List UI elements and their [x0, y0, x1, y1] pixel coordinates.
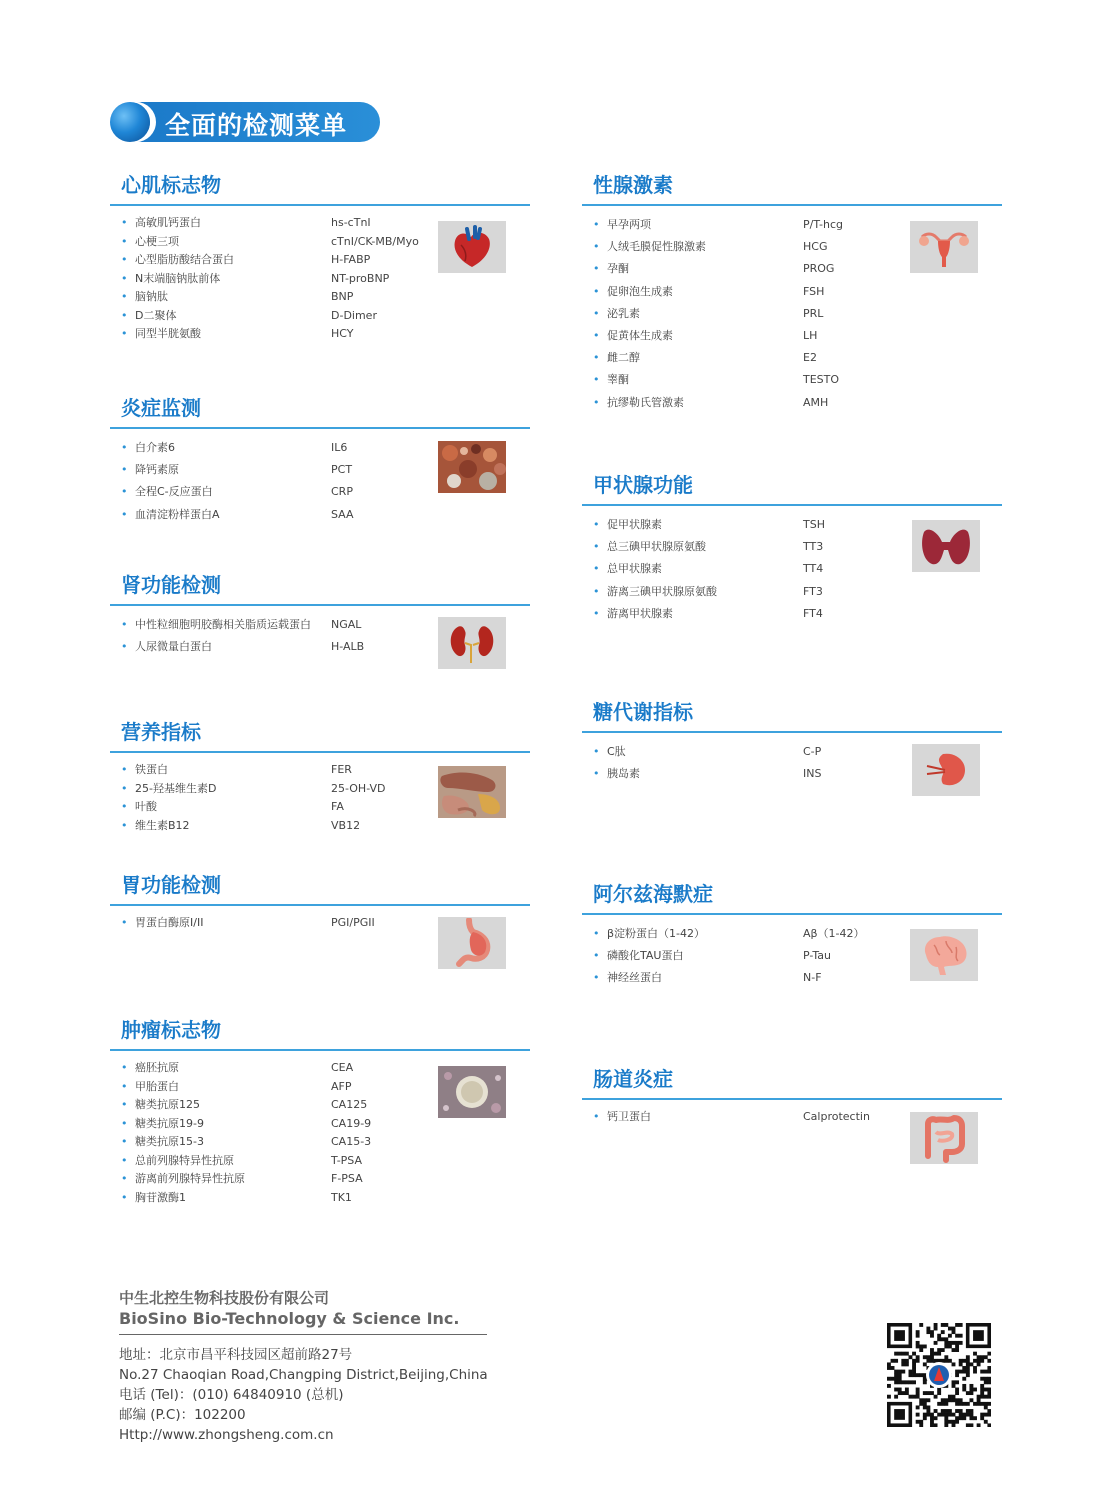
- item-abbreviation: 25-OH-VD: [331, 781, 386, 795]
- list-item: [110, 817, 530, 836]
- brain-icon: [910, 929, 978, 981]
- bullet-icon: •: [121, 253, 128, 266]
- bullet-icon: •: [593, 518, 600, 531]
- website-link[interactable]: Http://www.zhongsheng.com.cn: [119, 1427, 334, 1443]
- bullet-icon: •: [593, 584, 600, 598]
- kidney-icon: [438, 617, 506, 669]
- section-rule: [582, 913, 1002, 915]
- section-title: 肠道炎症: [593, 1067, 673, 1091]
- item-name: 总前列腺特异性抗原: [135, 1153, 234, 1167]
- list-item: [110, 307, 530, 326]
- item-name: D二聚体: [135, 308, 177, 322]
- bullet-icon: •: [121, 463, 128, 477]
- item-abbreviation: E2: [803, 351, 817, 365]
- list-item: [582, 347, 1002, 369]
- item-abbreviation: FSH: [803, 284, 825, 298]
- item-name: 叶酸: [135, 800, 157, 813]
- section-sex-hormones: [582, 170, 1002, 414]
- bullet-icon: •: [593, 240, 600, 254]
- item-abbreviation: H-ALB: [331, 640, 365, 654]
- item-abbreviation: P-Tau: [803, 949, 831, 963]
- bullet-icon: •: [593, 949, 600, 963]
- bullet-icon: •: [593, 218, 600, 231]
- item-name: 白介素6: [135, 441, 175, 454]
- section-rule: [582, 204, 1002, 206]
- item-abbreviation: FT3: [803, 584, 823, 598]
- item-name: 人绒毛膜促性腺激素: [607, 240, 706, 254]
- item-abbreviation: cTnI/CK-MB/Myo: [331, 234, 419, 248]
- bullet-icon: •: [121, 1079, 128, 1093]
- bullet-icon: •: [121, 818, 128, 832]
- item-name: 促甲状腺素: [607, 518, 662, 531]
- bullet-icon: •: [593, 1110, 600, 1123]
- bullet-icon: •: [121, 308, 128, 322]
- section-title: 炎症监测: [121, 396, 201, 420]
- section-rule: [582, 1098, 1002, 1100]
- item-name: 血清淀粉样蛋白A: [135, 507, 220, 521]
- bullet-icon: •: [121, 800, 128, 813]
- item-name: 高敏肌钙蛋白: [135, 216, 201, 229]
- thyroid-icon: [912, 520, 980, 572]
- item-name: 抗缪勒氏管激素: [607, 395, 684, 409]
- section-title: 胃功能检测: [121, 873, 221, 897]
- tumor-cell-icon: [438, 1066, 506, 1118]
- bullet-icon: •: [593, 767, 600, 781]
- page-title: 全面的检测菜单: [165, 111, 348, 140]
- item-name: C肽: [607, 745, 626, 758]
- item-name: 早孕两项: [607, 218, 651, 231]
- item-abbreviation: F-PSA: [331, 1172, 363, 1185]
- section-title: 阿尔兹海默症: [593, 882, 713, 906]
- item-name: 人尿微量白蛋白: [135, 640, 212, 654]
- item-abbreviation: AFP: [331, 1079, 352, 1093]
- item-abbreviation: Aβ（1-42）: [803, 927, 865, 940]
- bullet-icon: •: [121, 485, 128, 499]
- section-rule: [110, 604, 530, 606]
- bullet-icon: •: [121, 1153, 128, 1167]
- item-name: 全程C-反应蛋白: [135, 485, 213, 499]
- section-rule: [582, 504, 1002, 506]
- section-rule: [582, 731, 1002, 733]
- item-abbreviation: CRP: [331, 485, 353, 499]
- item-name: 糖类抗原15-3: [135, 1135, 204, 1148]
- bullet-icon: •: [121, 216, 128, 229]
- section-title: 糖代谢指标: [593, 700, 693, 724]
- company-info: [119, 1288, 488, 1445]
- item-abbreviation: PCT: [331, 463, 353, 477]
- item-abbreviation: D-Dimer: [331, 308, 377, 322]
- item-name: 25-羟基维生素D: [135, 781, 217, 795]
- bullet-icon: •: [593, 562, 600, 576]
- item-name: 心型脂肪酸结合蛋白: [135, 253, 234, 266]
- item-name: 总三碘甲状腺原氨酸: [607, 540, 706, 554]
- item-name: 睾酮: [607, 373, 629, 387]
- item-abbreviation: PRL: [803, 306, 824, 320]
- section-title: 心肌标志物: [121, 173, 221, 197]
- item-name: 孕酮: [607, 262, 629, 276]
- intestine-icon: [910, 1112, 978, 1164]
- bullet-icon: •: [121, 327, 128, 340]
- item-abbreviation: BNP: [331, 290, 354, 303]
- item-abbreviation: CA19-9: [331, 1116, 372, 1130]
- section-rule: [110, 751, 530, 753]
- item-name: 游离三碘甲状腺原氨酸: [607, 584, 717, 598]
- item-name: 神经丝蛋白: [607, 971, 662, 985]
- bullet-icon: •: [121, 441, 128, 454]
- list-item: [110, 1133, 530, 1152]
- section-rule: [110, 904, 530, 906]
- pancreas-icon: [912, 744, 980, 796]
- item-abbreviation: NGAL: [331, 618, 362, 631]
- bullet-icon: •: [121, 1190, 128, 1204]
- section-title: 肿瘤标志物: [121, 1018, 221, 1042]
- item-abbreviation: C-P: [803, 745, 822, 758]
- item-abbreviation: CA125: [331, 1098, 368, 1111]
- item-abbreviation: CEA: [331, 1061, 354, 1074]
- item-abbreviation: VB12: [331, 818, 361, 832]
- list-item: [582, 581, 1002, 603]
- title-ball-icon: [110, 102, 150, 142]
- item-abbreviation: TSH: [803, 518, 825, 531]
- item-abbreviation: hs-cTnI: [331, 216, 371, 229]
- bullet-icon: •: [121, 1116, 128, 1130]
- list-item: [110, 504, 530, 526]
- bullet-icon: •: [593, 328, 600, 342]
- item-abbreviation: LH: [803, 328, 818, 342]
- bullet-icon: •: [121, 781, 128, 795]
- item-name: 维生素B12: [135, 818, 190, 832]
- bullet-icon: •: [121, 271, 128, 285]
- item-name: 中性粒细胞明胶酶相关脂质运载蛋白: [135, 618, 311, 631]
- item-name: 降钙素原: [135, 463, 179, 477]
- footer-divider: [119, 1334, 487, 1335]
- item-abbreviation: IL6: [331, 441, 348, 454]
- item-abbreviation: TESTO: [803, 373, 840, 387]
- item-abbreviation: FER: [331, 763, 352, 776]
- bullet-icon: •: [593, 284, 600, 298]
- item-name: 脑钠肽: [135, 290, 168, 303]
- item-abbreviation: FA: [331, 800, 344, 813]
- address-cn: 地址：北京市昌平科技园区超前路27号: [119, 1347, 353, 1363]
- item-abbreviation: P/T-hcg: [803, 218, 844, 231]
- item-abbreviation: TT3: [803, 540, 824, 554]
- uterus-icon: [910, 221, 978, 273]
- list-item: [110, 325, 530, 344]
- list-item: [110, 288, 530, 307]
- section-rule: [110, 427, 530, 429]
- item-name: 糖类抗原125: [135, 1098, 200, 1111]
- item-abbreviation: HCG: [803, 240, 828, 254]
- item-abbreviation: INS: [803, 767, 822, 781]
- telephone: 电话 (Tel)：(010) 64840910 (总机): [119, 1387, 344, 1403]
- list-item: [582, 303, 1002, 325]
- bullet-icon: •: [121, 290, 128, 303]
- item-name: 总甲状腺素: [607, 562, 662, 576]
- item-name: 铁蛋白: [135, 763, 168, 776]
- address-en: No.27 Chaoqian Road,Changping District,Beijing,China: [119, 1367, 488, 1383]
- item-name: 促卵泡生成素: [607, 284, 673, 298]
- item-abbreviation: N-F: [803, 971, 822, 985]
- item-name: 胃蛋白酶原I/II: [135, 916, 204, 929]
- bullet-icon: •: [121, 234, 128, 248]
- item-name: N末端脑钠肽前体: [135, 271, 221, 285]
- title-banner: [110, 102, 380, 142]
- item-name: 游离甲状腺素: [607, 606, 673, 620]
- list-item: [582, 392, 1002, 414]
- item-name: 促黄体生成素: [607, 328, 673, 342]
- bullet-icon: •: [121, 916, 128, 929]
- stomach-icon: [438, 917, 506, 969]
- item-abbreviation: HCY: [331, 327, 354, 340]
- item-name: 甲胎蛋白: [135, 1079, 179, 1093]
- item-name: β淀粉蛋白（1-42）: [607, 927, 705, 940]
- item-abbreviation: TK1: [331, 1190, 352, 1204]
- list-item: [110, 1189, 530, 1208]
- item-abbreviation: TT4: [803, 562, 824, 576]
- section-title: 性腺激素: [593, 173, 673, 197]
- bullet-icon: •: [121, 640, 128, 654]
- company-name-cn: 中生北控生物科技股份有限公司: [119, 1289, 330, 1307]
- bullet-icon: •: [593, 351, 600, 365]
- list-item: [110, 1170, 530, 1189]
- item-abbreviation: CA15-3: [331, 1135, 372, 1148]
- item-name: 胸苷激酶1: [135, 1190, 186, 1204]
- item-abbreviation: NT-proBNP: [331, 271, 390, 285]
- section-title: 肾功能检测: [121, 573, 221, 597]
- list-item: [110, 1152, 530, 1171]
- item-name: 糖类抗原19-9: [135, 1116, 204, 1130]
- bullet-icon: •: [121, 763, 128, 776]
- bullet-icon: •: [593, 395, 600, 409]
- bullet-icon: •: [593, 540, 600, 554]
- item-abbreviation: AMH: [803, 395, 829, 409]
- bullet-icon: •: [121, 1098, 128, 1111]
- item-name: 胰岛素: [607, 767, 640, 781]
- section-rule: [110, 1049, 530, 1051]
- item-name: 雌二醇: [607, 351, 640, 365]
- item-name: 心梗三项: [135, 234, 179, 248]
- section-rule: [110, 204, 530, 206]
- item-abbreviation: PROG: [803, 262, 835, 276]
- list-item: [582, 281, 1002, 303]
- list-item: [582, 369, 1002, 391]
- list-item: [582, 325, 1002, 347]
- bullet-icon: •: [593, 373, 600, 387]
- section-title: 甲状腺功能: [593, 473, 693, 497]
- bullet-icon: •: [593, 262, 600, 276]
- bullet-icon: •: [593, 927, 600, 940]
- bullet-icon: •: [121, 1172, 128, 1185]
- item-name: 癌胚抗原: [135, 1061, 179, 1074]
- item-name: 泌乳素: [607, 306, 640, 320]
- item-abbreviation: H-FABP: [331, 253, 371, 266]
- digestive-organs-icon: [438, 766, 506, 818]
- item-name: 游离前列腺特异性抗原: [135, 1172, 245, 1185]
- list-item: [582, 603, 1002, 625]
- bullet-icon: •: [593, 606, 600, 620]
- bullet-icon: •: [593, 745, 600, 758]
- item-name: 同型半胱氨酸: [135, 327, 201, 340]
- bullet-icon: •: [121, 507, 128, 521]
- postcode: 邮编 (P.C)：102200: [119, 1407, 246, 1423]
- item-abbreviation: Calprotectin: [803, 1110, 870, 1123]
- item-abbreviation: PGI/PGII: [331, 916, 375, 929]
- company-name-en: BioSino Bio-Technology & Science Inc.: [119, 1309, 460, 1328]
- item-name: 钙卫蛋白: [607, 1110, 651, 1123]
- blood-cells-icon: [438, 441, 506, 493]
- heart-icon: [438, 221, 506, 273]
- qr-code-icon: [887, 1323, 991, 1427]
- bullet-icon: •: [593, 971, 600, 985]
- item-name: 磷酸化TAU蛋白: [607, 949, 684, 963]
- bullet-icon: •: [593, 306, 600, 320]
- item-abbreviation: SAA: [331, 507, 354, 521]
- bullet-icon: •: [121, 1061, 128, 1074]
- section-title: 营养指标: [121, 720, 201, 744]
- bullet-icon: •: [121, 1135, 128, 1148]
- bullet-icon: •: [121, 618, 128, 631]
- item-abbreviation: FT4: [803, 606, 823, 620]
- item-abbreviation: T-PSA: [331, 1153, 363, 1167]
